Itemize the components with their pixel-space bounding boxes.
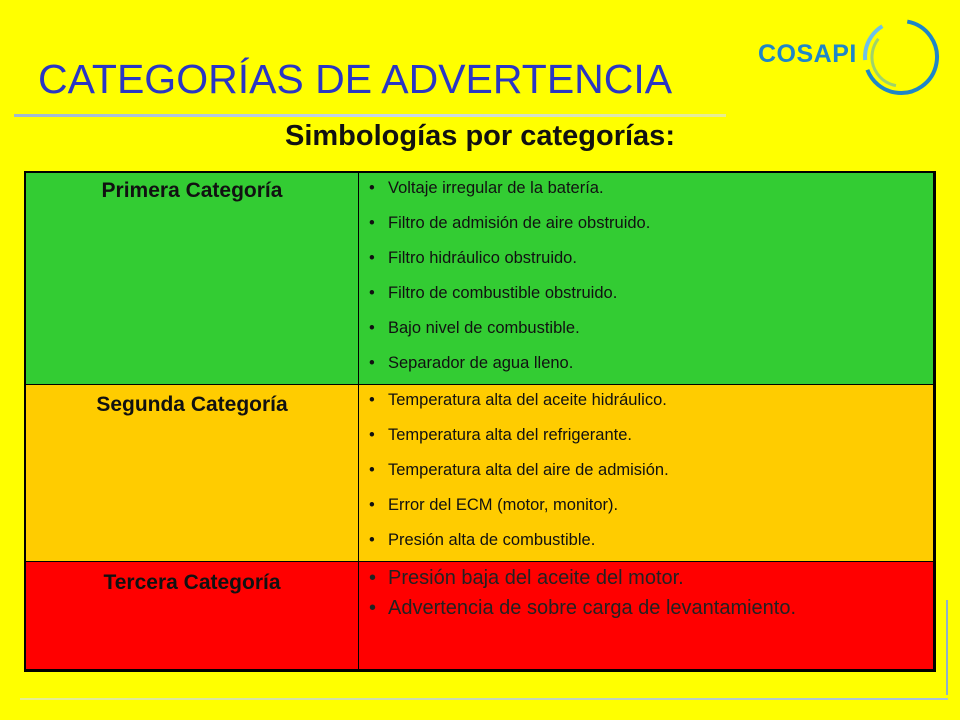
list-item: • Advertencia de sobre carga de levantamiento. — [369, 597, 933, 619]
category-items — [359, 385, 933, 561]
list-item: • Filtro hidráulico obstruido. — [369, 248, 933, 268]
table-row-primera — [26, 173, 933, 385]
logo-ring-icon — [858, 14, 944, 100]
table-row-tercera — [26, 562, 933, 669]
list-item: • Filtro de admisión de aire obstruido. — [369, 213, 933, 233]
logo-text: COSAPI — [758, 40, 857, 68]
list-item: • Bajo nivel de combustible. — [369, 318, 933, 338]
slide-title: CATEGORÍAS DE ADVERTENCIA — [38, 56, 673, 102]
category-label: Segunda Categoría — [26, 385, 359, 561]
category-label: Primera Categoría — [26, 173, 359, 384]
list-item: • Filtro de combustible obstruido. — [369, 283, 933, 303]
list-item: • Temperatura alta del aire de admisión. — [369, 460, 933, 480]
list-item: • Error del ECM (motor, monitor). — [369, 495, 933, 515]
corner-frame-line — [946, 600, 948, 695]
bottom-rule — [20, 698, 948, 700]
subtitle: Simbologías por categorías: — [285, 120, 675, 152]
list-item: • Temperatura alta del aceite hidráulico. — [369, 390, 933, 410]
category-items — [359, 562, 933, 669]
list-item: • Presión baja del aceite del motor. — [369, 567, 933, 589]
list-item: • Temperatura alta del refrigerante. — [369, 425, 933, 445]
title-underline — [14, 114, 726, 117]
list-item: • Separador de agua lleno. — [369, 353, 933, 373]
list-item: • Presión alta de combustible. — [369, 530, 933, 550]
category-items — [359, 173, 933, 384]
category-label: Tercera Categoría — [26, 562, 359, 669]
list-item: • Voltaje irregular de la batería. — [369, 178, 933, 198]
table-row-segunda — [26, 385, 933, 562]
categories-table — [24, 171, 936, 672]
